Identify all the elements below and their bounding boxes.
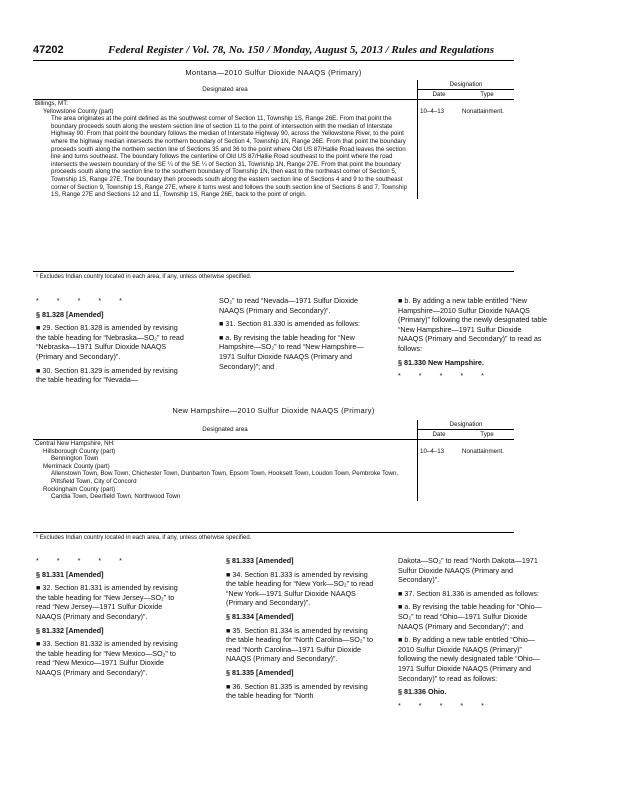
table-cell-area: Hillsborough County (part) [33,448,418,456]
table-row [33,463,514,471]
amendment-text: ■ 35. Section 81.334 is amended by revising the table heading for “North Carolina—SO₂” to read “North Carolina—1971 Sulfur Dioxide NAAQS (Primary and Secondary)”. [226,625,374,664]
table-cell-date [418,493,461,501]
table-row [33,486,514,494]
table-row [33,100,514,108]
table-cell-type [460,486,514,494]
page-number: 47202 [33,44,64,56]
ellipsis-stars: * * * * * [36,556,130,565]
table2-title: New Hampshire—2010 Sulfur Dioxide NAAQS (Primary) [172,406,375,415]
amendment-text: Dakota—SO₂” to read “North Dakota—1971 Sulfur Dioxide NAAQS (Primary and Secondary)”. [398,556,538,585]
table-cell-area: Candia Town, Deerfield Town, Northwood Town [33,493,418,501]
col-area-header: Designated area [33,420,418,440]
boundary-description: The area originates at the point defined as the southwest corner of Section 11, Township 1S, Range 26E. From that point the boundary proceeds south along the western section line of section 11 to the point of intersection with the median of Interstate Highway 90. From that point the boundary follows the median of Interstate Highway 90, across the Yellowstone River, to the point where the highway median intersects the northern boundary of Section 4, Township 1N, Range 26E. From that point the boundary proceeds south along the northern section line of Sections 35 and 36 to the point where Old US 87/Hallie Road leaves the section line and turns southeast. The boundary follows the centerline of Old US 87/Hallie Road southeast to the point where the road intersects the western boundary of the SE ¼ of the SE ¼ of Section 31, Township 1N, Range 27E. From that point the boundary proceeds south along the section line to the southern boundary of Township 1N, then east to the northeast corner of Section 5, Township 1S, Range 27E. The boundary then proceeds south along the eastern section line of Sections 4 and 9 to the southeast corner of Section 9, Township 1S, Range 27E, where it turns west and follows the south section line of Sections 8 and 7, Township 1S, Range 27E and Sections 12 and 11, Township 1S, Range 26E, back to the point of origin. [33,115,418,199]
amendment-text: ■ 34. Section 81.333 is amended by revising the table heading for “New York—SO₂” to read “New York—1971 Sulfur Dioxide NAAQS (Primary and Secondary)”. [226,569,374,608]
col-date-header: Date [418,90,461,100]
amendment-text: ■ 30. Section 81.329 is amended by revising the table heading for “Nevada— [36,365,178,385]
header-rule [33,60,514,61]
amendment-text: ■ a. By revising the table heading for “New Hampshire—SO₂” to read “New Hampshire—1971 Sulfur Dioxide NAAQS (Primary and Secondary)”; and [219,332,364,371]
amendment-text: ■ b. By adding a new table entitled “New Hampshire—2010 Sulfur Dioxide NAAQS (Primary)” following the newly designated table “New Hampshire—1971 Sulfur Dioxide NAAQS (Primary and Secondary)” to read as follows: [398,296,548,353]
col-designation-header: Designation [418,420,515,430]
section-heading: § 81.330 New Hampshire. [398,357,484,367]
table-row [33,440,514,448]
table2-footnote: ¹ Excludes Indian country located in each area, if any, unless otherwise specified. [36,535,252,541]
table-cell-area: Central New Hampshire, NH: [33,440,418,448]
col-area-header: Designated area [33,80,418,100]
table-cell-type [460,470,514,485]
amendment-text: ■ 37. Section 81.336 is amended as follows: [398,588,539,598]
new-hampshire-table [33,420,514,501]
page-header [0,44,617,58]
bottom-column-2 [226,556,376,705]
table1-footnote: ¹ Excludes Indian country located in each area, if any, unless otherwise specified. [36,274,252,280]
amendment-text: ■ 32. Section 81.331 is amended by revising the table heading for “New Jersey—SO₂” to read “New Jersey—1971 Sulfur Dioxide NAAQS (Primary and Secondary)”. [36,583,178,621]
table-cell-type [460,493,514,501]
amendment-text: ■ 33. Section 81.332 is amended by revising the table heading for “New Mexico—SO₂” to read “New Mexico—1971 Sulfur Dioxide NAAQS (Primary and Secondary)”. [36,639,178,677]
table-cell-date: 10–4–13 [420,107,445,115]
running-head: Federal Register / Vol. 78, No. 150 / Monday, August 5, 2013 / Rules and Regulations [108,44,495,56]
amendment-text: ■ a. By revising the table heading for “Ohio—SO₂” to read “Ohio—1971 Sulfur Dioxide NAAQS (Primary and Secondary)”; and [398,602,542,631]
table-row [33,493,514,501]
table-cell-area: Bennington Town [33,455,418,463]
table-cell-date [418,100,461,108]
amendment-text: SO₂” to read “Nevada—1971 Sulfur Dioxide NAAQS (Primary and Secondary)”. [219,296,359,315]
amendment-text: ■ 29. Section 81.328 is amended by revising the table heading for “Nebraska—SO₂” to read “Nebraska—1971 Sulfur Dioxide NAAQS (Primary and Secondary)”. [36,323,184,361]
table-cell-type [460,455,514,463]
table-cell-type [460,115,514,199]
table-row [33,455,514,463]
col-date-header: Date [418,430,461,440]
table-cell-date [418,455,461,463]
section-heading: § 81.335 [Amended] [226,667,294,677]
table-cell-area: Yellowstone County (part) [33,108,418,116]
section-heading: § 81.332 [Amended] [36,625,104,635]
ellipsis-stars: * * * * * [398,371,492,381]
table-cell-area: Allenstown Town, Bow Town, Chichester Town, Dunbarton Town, Epsom Town, Hooksett Town, Loudon Town, Pembroke Town, Pittsfield Town, City of Concord [33,470,418,485]
table-cell-type: Nonattainment. [462,107,504,115]
amendment-text: ■ b. By adding a new table entitled “Ohio—2010 Sulfur Dioxide NAAQS (Primary)” following the newly designated table “Ohio—1971 Sulfur Dioxide NAAQS (Primary and Secondary)” to read as follows: [398,635,540,683]
table-cell-type [460,440,514,448]
ellipsis-stars: * * * * * [36,296,130,305]
ellipsis-stars: * * * * * [398,700,492,710]
table-cell-type: Nonattainment. [462,447,504,455]
table-cell-date [418,440,461,448]
mid-column-3 [398,296,548,385]
mid-column-1 [36,296,186,389]
table-cell-type [460,100,514,108]
table-cell-area: Billings, MT: [33,100,418,108]
table-cell-date [418,115,461,199]
table1-bottom-rule [33,271,514,272]
table-cell-date [418,486,461,494]
section-heading: § 81.328 [Amended] [36,309,104,319]
table-row [33,470,514,485]
bottom-column-1 [36,556,186,682]
table-cell-date [418,463,461,471]
table-row [33,115,514,199]
col-type-header: Type [460,430,514,440]
table-cell-area: Merrimack County (part) [33,463,418,471]
table-cell-date: 10–4–13 [420,447,445,455]
table-cell-type [460,463,514,471]
table-row [33,448,514,456]
amendment-text: ■ 31. Section 81.330 is amended as follows: [219,319,360,329]
amendment-text: ■ 36. Section 81.335 is amended by revising the table heading for “North [226,681,368,701]
table-cell-area: Rockingham County (part) [33,486,418,494]
mid-column-2 [219,296,369,375]
col-designation-header: Designation [418,80,515,90]
table2-bottom-rule [33,532,514,533]
section-heading: § 81.336 Ohio. [398,687,447,697]
bottom-column-3 [398,556,548,714]
section-heading: § 81.334 [Amended] [226,611,294,621]
table-row [33,108,514,116]
section-heading: § 81.331 [Amended] [36,569,104,579]
section-heading: § 81.333 [Amended] [226,556,294,565]
montana-table [33,80,514,199]
col-type-header: Type [460,90,514,100]
table-cell-date [418,470,461,485]
table1-title: Montana—2010 Sulfur Dioxide NAAQS (Primary) [185,68,362,77]
